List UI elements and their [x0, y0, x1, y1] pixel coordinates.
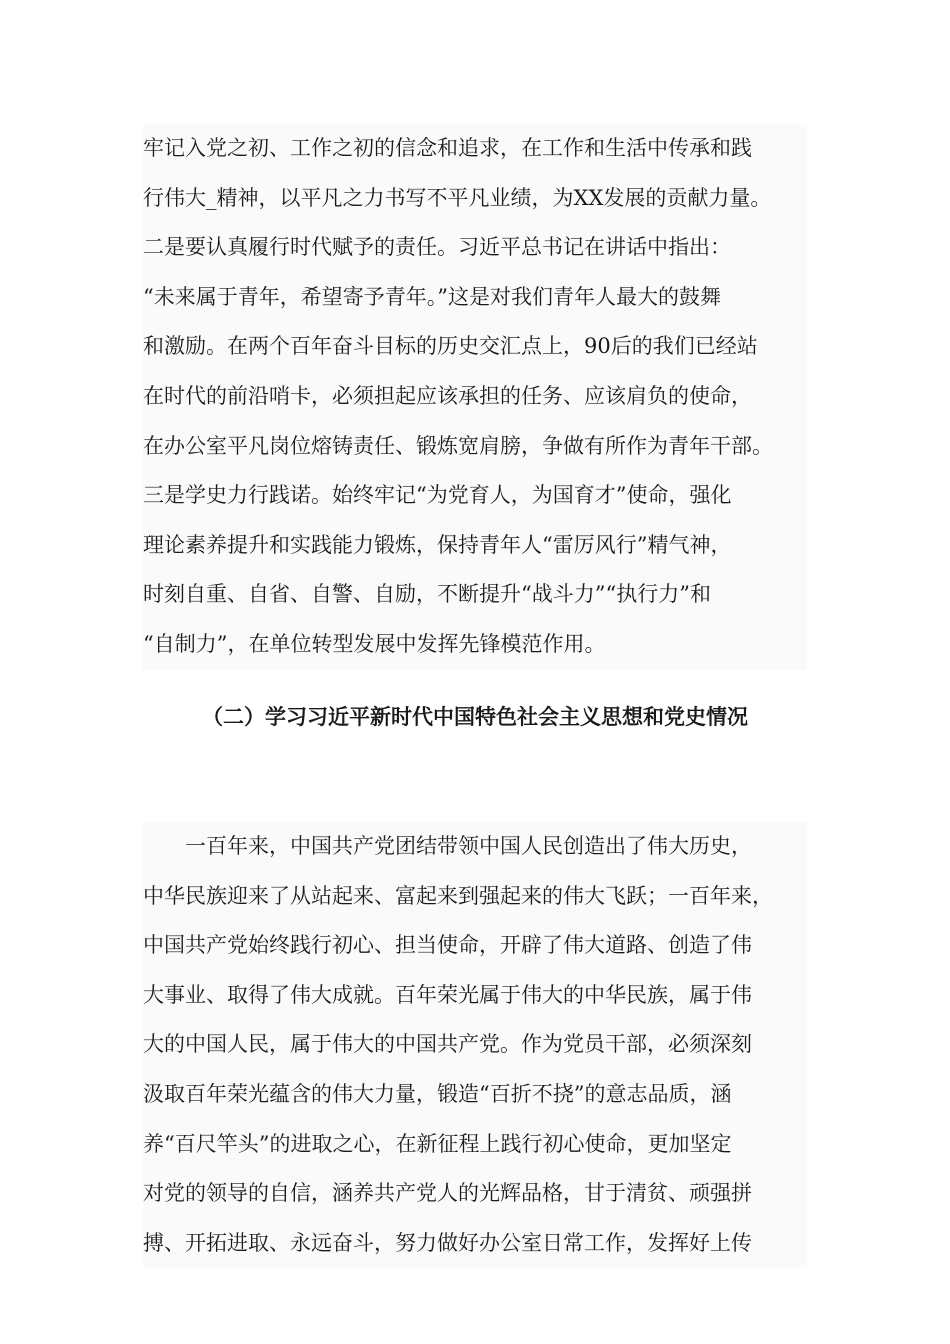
paragraph-line: “未来属于青年，希望寄予青年。”这是对我们青年人最大的鼓舞	[143, 284, 721, 309]
paragraph-line: 和激励。在两个百年奋斗目标的历史交汇点上，90后的我们已经站	[143, 334, 758, 359]
paragraph-2	[143, 822, 807, 1268]
paragraph-line: 时刻自重、自省、自警、自励，不断提升“战斗力”“执行力”和	[143, 582, 711, 607]
paragraph-line: 中华民族迎来了从站起来、富起来到强起来的伟大飞跃；一百年来，	[143, 883, 773, 908]
paragraph-line: 汲取百年荣光蕴含的伟大力量，锻造“百折不挠”的意志品质，涵	[143, 1081, 732, 1106]
paragraph-line: 理论素养提升和实践能力锻炼，保持青年人“雷厉风行”精气神，	[143, 532, 732, 557]
paragraph-line: 三是学史力行践诺。始终牢记“为党育人，为国育才”使命，强化	[143, 483, 732, 508]
paragraph-line: 在时代的前沿哨卡，必须担起应该承担的任务、应该肩负的使命，	[143, 383, 752, 408]
paragraph-line: 养“百尺竿头”的进取之心，在新征程上践行初心使命，更加坚定	[143, 1131, 732, 1156]
paragraph-line: 搏、开拓进取、永远奋斗，努力做好办公室日常工作，发挥好上传	[143, 1230, 752, 1255]
paragraph-line: 在办公室平凡岗位熔铸责任、锻炼宽肩膀，争做有所作为青年干部。	[143, 433, 773, 458]
paragraph-line: 大事业、取得了伟大成就。百年荣光属于伟大的中华民族，属于伟	[143, 982, 752, 1007]
paragraph-line: “自制力”，在单位转型发展中发挥先锋模范作用。	[143, 631, 606, 656]
paragraph-line: 牢记入党之初、工作之初的信念和追求，在工作和生活中传承和践	[143, 136, 752, 160]
paragraph-1	[143, 124, 807, 670]
paragraph-line: 中国共产党始终践行初心、担当使命，开辟了伟大道路、创造了伟	[143, 933, 752, 958]
paragraph-line: 一百年来，中国共产党团结带领中国人民创造出了伟大历史，	[185, 834, 752, 858]
paragraph-line: 对党的领导的自信，涵养共产党人的光辉品格，甘于清贫、顽强拼	[143, 1181, 752, 1206]
section-heading: （二）学习习近平新时代中国特色社会主义思想和党史情况	[202, 705, 748, 729]
paragraph-line: 行伟大_精神，以平凡之力书写不平凡业绩，为XX发展的贡献力量。	[143, 185, 772, 210]
paragraph-line: 二是要认真履行时代赋予的责任。习近平总书记在讲话中指出：	[143, 235, 731, 260]
paragraph-line: 大的中国人民，属于伟大的中国共产党。作为党员干部，必须深刻	[143, 1032, 752, 1057]
